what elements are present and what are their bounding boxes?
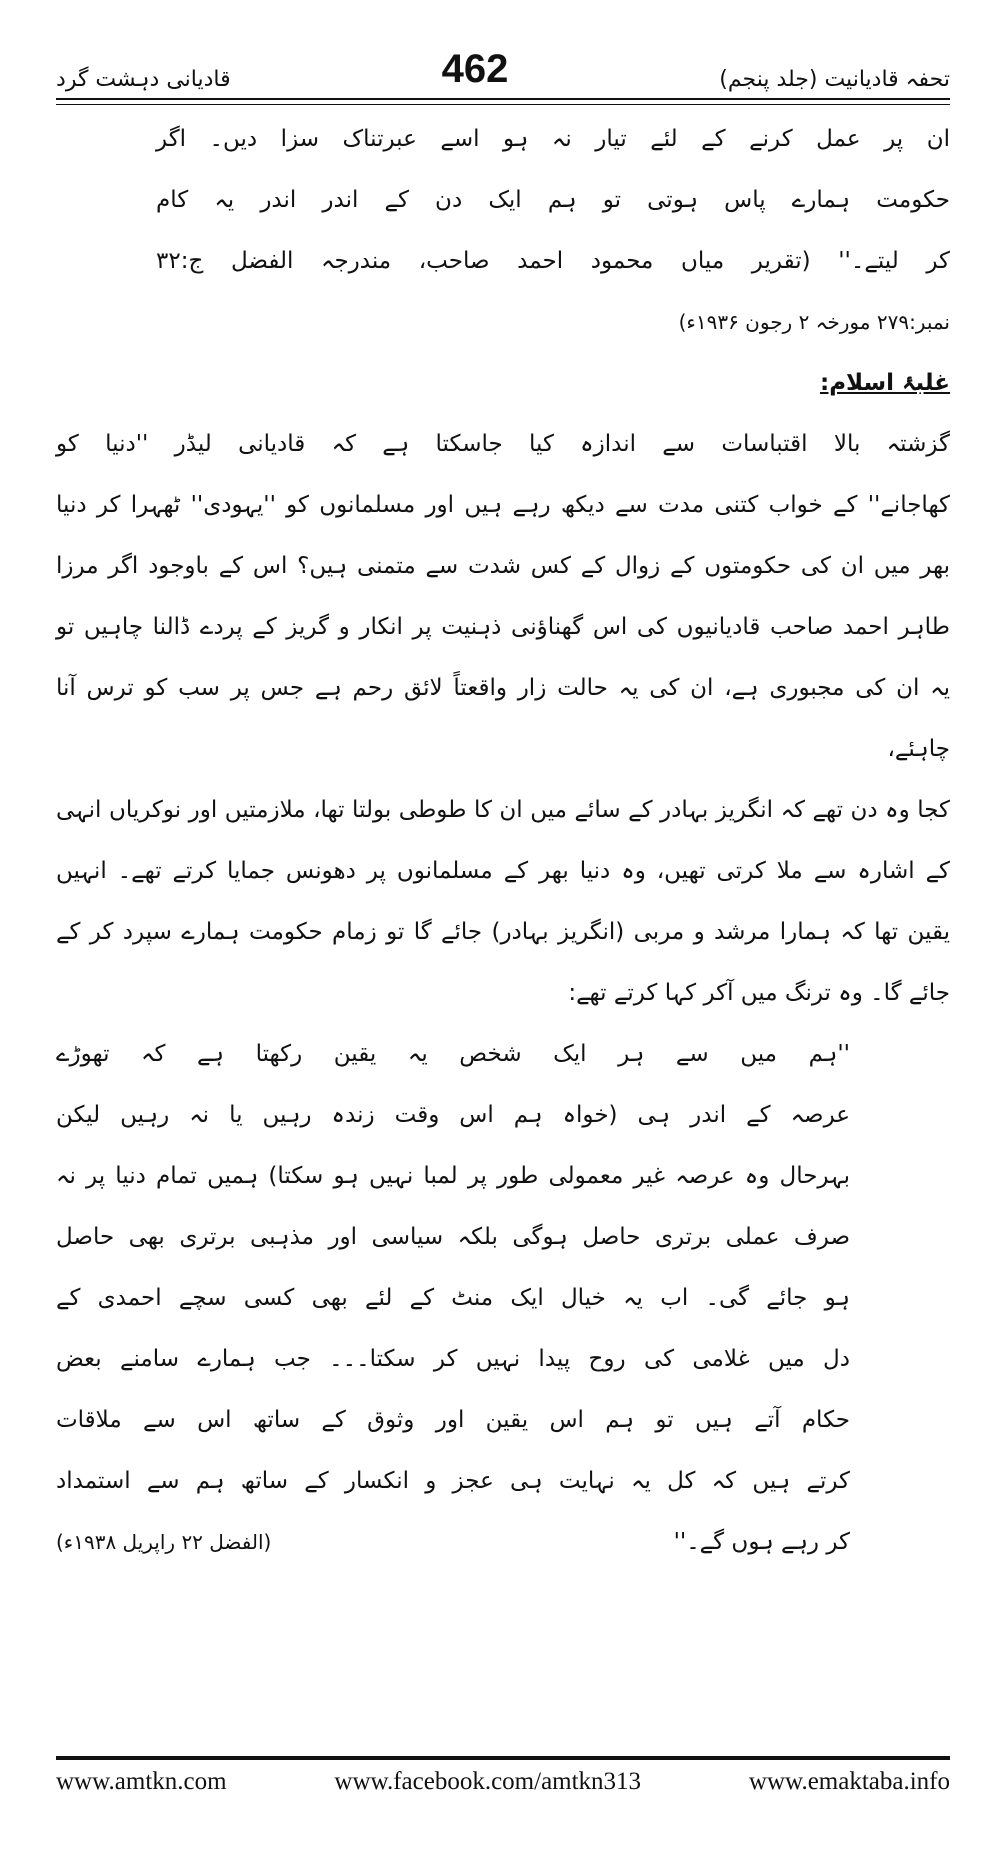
footer-rule [56,1756,950,1760]
page-header [56,30,950,92]
section-heading: غلبۂ اسلام: [820,370,950,396]
paragraph-line: کھاجانے'' کے خواب کتنی مدت سے دیکھ رہے ہیں اور مسلمانوں کو ''یہودی'' ٹھہرا کر دنیا [56,492,950,518]
quote-line: حکام آتے ہیں تو ہم اس یقین اور وثوق کے ساتھ اس سے ملاقات [56,1407,850,1433]
chapter-title: قادیانی دہشت گرد [56,67,231,92]
paragraph-line: جائے گا۔ وہ ترنگ میں آکر کہا کرتے تھے: [568,980,950,1006]
page-body [56,105,950,1573]
page-number: 462 [441,47,509,91]
page-footer [56,1756,950,1796]
quote-block [56,109,950,292]
paragraph-line: یقین تھا کہ ہمارا مرشد و مربی (انگریز بہادر) جائے گا تو زمام حکومت ہمارے سپرد کر کے [56,919,950,945]
quote-line: ''ہم میں سے ہر ایک شخص یہ یقین رکھتا ہے کہ تھوڑے [56,1041,850,1067]
quote-line: کر رہے ہوں گے۔'' [673,1529,850,1555]
book-title: تحفہ قادیانیت (جلد پنجم) [719,67,950,92]
paragraph [56,414,950,1024]
header-rule [56,98,950,100]
quote-reference: نمبر:۲۷۹ مورخہ ۲ رجون ۱۹۳۶ء) [678,310,950,334]
quote-line: عرصہ کے اندر ہی (خواہ ہم اس وقت زندہ رہیں یا نہ رہیں لیکن [56,1102,850,1128]
footer-link-emaktaba[interactable]: www.emaktaba.info [748,1768,950,1795]
footer-link-facebook[interactable]: www.facebook.com/amtkn313 [334,1768,642,1795]
paragraph-line: یہ ان کی مجبوری ہے، ان کی یہ حالت زار واقعتاً لائق رحم ہے جس پر سب کو ترس آنا چاہئے، [56,675,950,762]
quote-reference: (الفضل ۲۲ راپریل ۱۹۳۸ء) [56,1530,272,1554]
quote-line: ہو جائے گی۔ اب یہ خیال ایک منٹ کے لئے بھی کسی سچے احمدی کے [56,1285,850,1311]
paragraph-line: طاہر احمد صاحب قادیانیوں کی اس گھناؤنی ذہنیت پر انکار و گریز کے پردے ڈالنا چاہیں تو [56,614,950,640]
quote-line: بہرحال وہ عرصہ غیر معمولی طور پر لمبا نہیں ہو سکتا) ہمیں تمام دنیا پر نہ [56,1163,850,1189]
quote-line: حکومت ہمارے پاس ہوتی تو ہم ایک دن کے اندر اندر یہ کام [156,187,950,213]
quote-line: کرتے ہیں کہ کل یہ نہایت ہی عجز و انکسار کے ساتھ ہم سے استمداد [56,1468,850,1494]
quote-closing-row [56,1512,850,1573]
paragraph-line: بھر میں ان کی حکومتوں کے زوال کے کس شدت سے متمنی ہیں؟ اس کے باوجود اگر مرزا [56,553,950,579]
quote-line: کر لیتے۔'' (تقریر میاں محمود احمد صاحب، مندرجہ الفضل ج:۳۲ [156,248,950,274]
paragraph-line: کجا وہ دن تھے کہ انگریز بہادر کے سائے میں ان کا طوطی بولتا تھا، ملازمتیں اور نوکریاں انہی [56,797,950,823]
quote-block [56,1024,950,1512]
quote-line: صرف عملی برتری حاصل ہوگی بلکہ سیاسی اور مذہبی برتری بھی حاصل [56,1224,850,1250]
footer-links [56,1768,950,1796]
paragraph-line: گزشتہ بالا اقتباسات سے اندازہ کیا جاسکتا ہے کہ قادیانی لیڈر ''دنیا کو [56,431,950,457]
quote-line: دل میں غلامی کی روح پیدا نہیں کر سکتا۔۔۔ جب ہمارے سامنے بعض [56,1346,850,1372]
quote-line: ان پر عمل کرنے کے لئے تیار نہ ہو اسے عبرتناک سزا دیں۔ اگر [156,126,950,152]
footer-link-amtkn[interactable]: www.amtkn.com [56,1768,227,1795]
paragraph-line: کے اشارہ سے ملا کرتی تھیں، وہ دنیا بھر کے مسلمانوں پر دھونس جمایا کرتے تھے۔ انہیں [56,858,950,884]
